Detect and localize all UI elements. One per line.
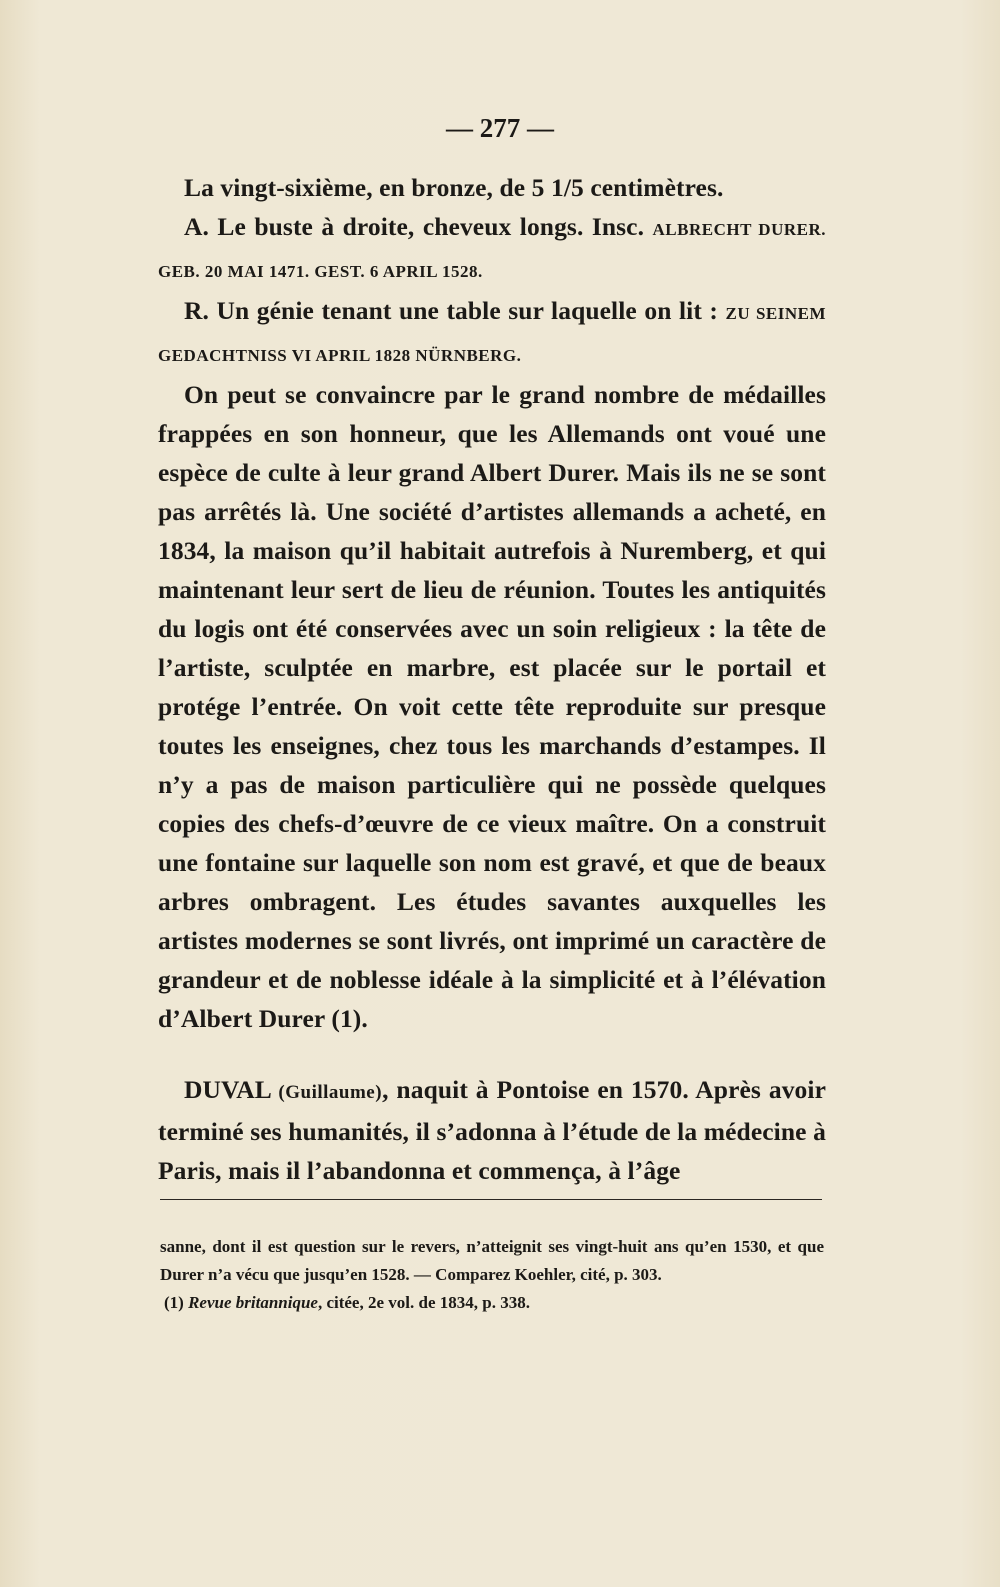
medal-description: La vingt-sixième, en bronze, de 5 1/5 centimètres. — [184, 173, 724, 202]
duval-name: DUVAL — [184, 1075, 271, 1104]
footnote-1 — [160, 1289, 824, 1317]
footnote-1-marker: (1) — [164, 1293, 184, 1312]
reverse-inscription: ZU SEINEM GEDACHTNISS VI APRIL 1828 NÜRNBERG. — [158, 304, 827, 365]
reverse-intro: R. Un génie tenant une table sur laquelle on lit : — [184, 296, 719, 325]
paragraph-duval — [158, 1070, 826, 1190]
footnote-1-rest: , citée, 2e vol. de 1834, p. 338. — [317, 1293, 530, 1312]
duval-text: , naquit à Pontoise en 1570. Après avoir terminé ses humanités, il s’adonna à l’étude de la médecine à Paris, mais il l’abandonna et commença, à l’âge — [158, 1075, 826, 1185]
duval-given-name: (Guillaume) — [278, 1082, 383, 1103]
obverse-line — [158, 207, 826, 291]
reverse-line — [158, 291, 826, 375]
paragraph-durer-cult: On peut se convaincre par le grand nombre de médailles frappées en son honneur, que les Allemands ont voué une espèce de culte à leur grand Albert Durer. Mais ils ne se sont pas arrêtés là. Une société d’artistes allemands a acheté, en 1834, la maison qu’il habitait autrefois à Nuremberg, et qui maintenant leur sert de lieu de réunion. Toutes les antiquités du logis ont été conservées avec un soin religieux : la tête de l’artiste, sculptée en marbre, est placée sur le portail et protége l’entrée. On voit cette tête reproduite sur presque toutes les enseignes, chez tous les marchands d’estampes. Il n’y a pas de maison particulière qui ne possède quelques copies des chefs-d’œuvre de ce vieux maître. On a construit une fontaine sur laquelle son nom est gravé, et que de beaux arbres ombragent. Les études savantes auxquelles les artistes modernes se sont livrés, ont imprimé un caractère de grandeur et de noblesse idéale à la simplicité et à l’élévation d’Albert Durer (1). — [158, 380, 826, 1033]
footnote-continued: sanne, dont il est question sur le revers, n’atteignit ses vingt-huit ans qu’en 1530, et que Durer n’a vécu que jusqu’en 1528. — Comparez Koehler, cité, p. 303. — [160, 1237, 824, 1284]
main-text — [158, 168, 826, 1190]
footnote-1-title: Revue britannique — [188, 1293, 318, 1312]
paragraph-gap — [158, 1038, 826, 1070]
obverse-inscription: ALBRECHT DURER. GEB. 20 MAI 1471. GEST. 6 APRIL 1528. — [158, 220, 826, 281]
obverse-intro: A. Le buste à droite, cheveux longs. Insc. — [184, 212, 645, 241]
footnote-rule — [160, 1199, 822, 1200]
page-number: — 277 — — [446, 113, 554, 143]
footnotes — [160, 1233, 824, 1317]
